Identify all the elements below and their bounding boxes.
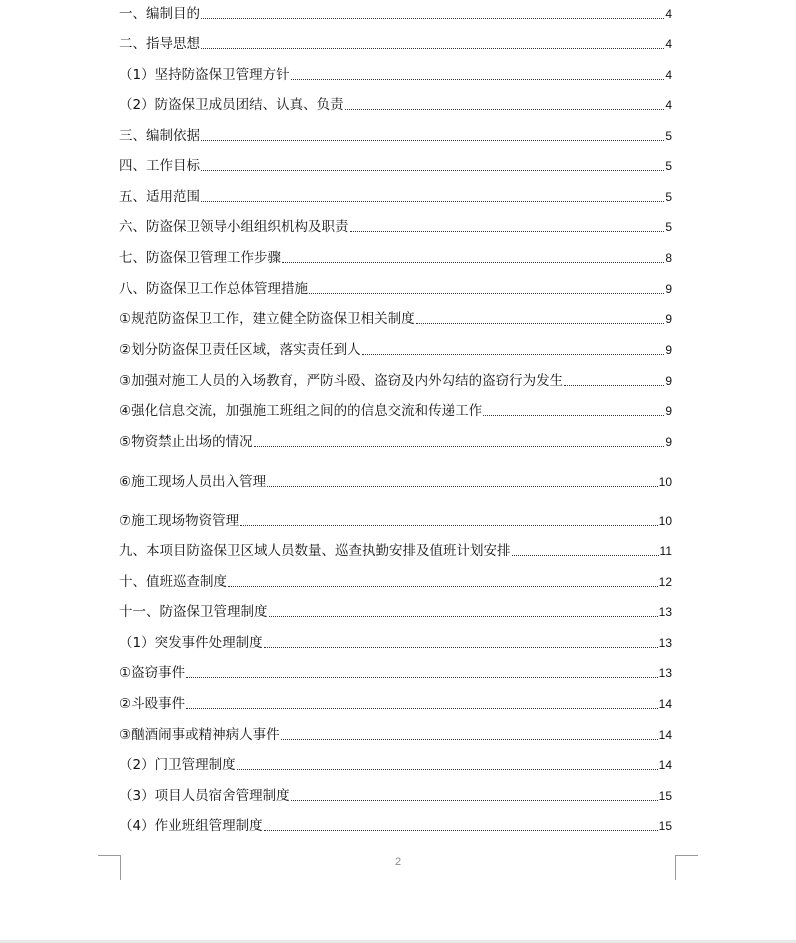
- toc-entry-page: 9: [665, 343, 672, 357]
- toc-entry-page: 10: [658, 475, 672, 489]
- toc-dot-leader: [282, 261, 664, 263]
- toc-entry[interactable]: [119, 691, 672, 713]
- toc-entry[interactable]: [119, 599, 672, 621]
- toc-entry[interactable]: [119, 569, 672, 591]
- toc-entry[interactable]: [119, 1, 672, 23]
- toc-entry[interactable]: [119, 398, 672, 420]
- toc-entry-page: 11: [659, 544, 672, 558]
- toc-dot-leader: [483, 414, 664, 416]
- toc-entry-title: ②斗殴事件: [119, 696, 186, 712]
- toc-entry[interactable]: [119, 306, 672, 328]
- toc-dot-leader: [350, 230, 665, 232]
- toc-entry-title: ⑤物资禁止出场的情况: [119, 434, 253, 450]
- toc-entry-page: 5: [665, 129, 672, 143]
- toc-dot-leader: [264, 829, 658, 831]
- toc-entry[interactable]: [119, 752, 672, 774]
- toc-dot-leader: [201, 169, 664, 171]
- toc-entry-page: 9: [665, 374, 672, 388]
- toc-dot-leader: [186, 707, 658, 709]
- toc-dot-leader: [281, 738, 658, 740]
- toc-entry[interactable]: [119, 123, 672, 145]
- toc-entry[interactable]: [119, 368, 672, 390]
- toc-entry-page: 9: [665, 312, 672, 326]
- toc-entry-title: ①规范防盗保卫工作，建立健全防盗保卫相关制度: [119, 311, 415, 327]
- toc-dot-leader: [564, 384, 664, 386]
- toc-entry[interactable]: [119, 469, 672, 491]
- toc-dot-leader: [291, 799, 658, 801]
- toc-entry-title: ⑦施工现场物资管理: [119, 513, 240, 529]
- toc-entry-page: 4: [665, 98, 672, 112]
- toc-entry-title: ③加强对施工人员的入场教育，严防斗殴、盗窃及内外勾结的盗窃行为发生: [119, 373, 564, 389]
- toc-entry-title: ④强化信息交流，加强施工班组之间的的信息交流和传递工作: [119, 403, 483, 419]
- toc-dot-leader: [228, 585, 658, 587]
- toc-dot-leader: [254, 445, 665, 447]
- toc-entry[interactable]: [119, 722, 672, 744]
- toc-entry[interactable]: [119, 276, 672, 298]
- toc-entry-title: 六、防盗保卫领导小组组织机构及职责: [119, 219, 349, 235]
- toc-entry-title: 四、工作目标: [119, 158, 200, 174]
- toc-entry-title: （2）防盗保卫成员团结、认真、负责: [119, 97, 344, 113]
- toc-entry[interactable]: [119, 813, 672, 835]
- toc-dot-leader: [237, 768, 658, 770]
- toc-entry[interactable]: [119, 245, 672, 267]
- toc-entry-page: 15: [658, 819, 672, 833]
- toc-entry-title: 三、编制依据: [119, 128, 200, 144]
- toc-entry-page: 15: [658, 789, 672, 803]
- toc-entry-page: 9: [665, 404, 672, 418]
- toc-entry-title: 八、防盗保卫工作总体管理措施: [119, 281, 308, 297]
- toc-dot-leader: [201, 17, 664, 19]
- page-margin-corner-left: [98, 855, 121, 880]
- toc-entry-title: （4）作业班组管理制度: [119, 818, 263, 834]
- toc-entry-title: （3）项目人员宿舍管理制度: [119, 788, 290, 804]
- toc-entry[interactable]: [119, 31, 672, 53]
- toc-entry[interactable]: [119, 538, 672, 560]
- toc-entry[interactable]: [119, 630, 672, 652]
- toc-entry-page: 14: [658, 728, 672, 742]
- toc-entry-page: 4: [665, 68, 672, 82]
- toc-entry[interactable]: [119, 783, 672, 805]
- toc-dot-leader: [291, 78, 665, 80]
- toc-entry[interactable]: [119, 153, 672, 175]
- toc-dot-leader: [201, 139, 664, 141]
- toc-entry-title: 二、指导思想: [119, 36, 200, 52]
- page-margin-corner-right: [675, 855, 698, 880]
- page-number: 2: [394, 856, 402, 868]
- toc-dot-leader: [267, 485, 658, 487]
- toc-entry-page: 8: [665, 251, 672, 265]
- toc-entry-title: 十、值班巡查制度: [119, 574, 227, 590]
- toc-entry-page: 13: [658, 636, 672, 650]
- toc-entry[interactable]: [119, 508, 672, 530]
- toc-entry-title: ②划分防盗保卫责任区域，落实责任到人: [119, 342, 361, 358]
- toc-entry-page: 4: [665, 7, 672, 21]
- toc-entry-page: 13: [658, 666, 672, 680]
- toc-entry-page: 5: [665, 159, 672, 173]
- toc-entry-title: ③酗酒闹事或精神病人事件: [119, 727, 280, 743]
- toc-entry-title: 九、本项目防盗保卫区域人员数量、巡查执勤安排及值班计划安排: [119, 543, 511, 559]
- toc-dot-leader: [345, 108, 665, 110]
- toc-entry-title: ①盗窃事件: [119, 665, 186, 681]
- toc-dot-leader: [201, 47, 664, 49]
- toc-entry-page: 13: [658, 605, 672, 619]
- toc-entry-title: 五、适用范围: [119, 189, 200, 205]
- toc-entry-page: 12: [658, 575, 672, 589]
- toc-entry-page: 9: [665, 282, 672, 296]
- toc-entry-title: 十一、防盗保卫管理制度: [119, 604, 268, 620]
- toc-entry-page: 5: [665, 190, 672, 204]
- toc-entry-page: 10: [658, 514, 672, 528]
- toc-entry-title: （1）坚持防盗保卫管理方针: [119, 67, 290, 83]
- toc-entry[interactable]: [119, 214, 672, 236]
- toc-entry-page: 4: [665, 37, 672, 51]
- toc-entry-page: 14: [658, 758, 672, 772]
- toc-entry-page: 5: [665, 220, 672, 234]
- toc-entry-title: 七、防盗保卫管理工作步骤: [119, 250, 281, 266]
- toc-entry[interactable]: [119, 429, 672, 451]
- toc-entry[interactable]: [119, 184, 672, 206]
- toc-entry[interactable]: [119, 337, 672, 359]
- toc-entry[interactable]: [119, 92, 672, 114]
- toc-entry[interactable]: [119, 660, 672, 682]
- toc-entry[interactable]: [119, 62, 672, 84]
- toc-dot-leader: [240, 524, 658, 526]
- toc-dot-leader: [264, 646, 658, 648]
- toc-dot-leader: [512, 554, 659, 556]
- toc-dot-leader: [416, 322, 665, 324]
- toc-dot-leader: [309, 292, 664, 294]
- toc-entry-title: （1）突发事件处理制度: [119, 635, 263, 651]
- toc-entry-page: 9: [665, 435, 672, 449]
- toc-dot-leader: [186, 676, 658, 678]
- toc-entry-page: 14: [658, 697, 672, 711]
- toc-entry-title: 一、编制目的: [119, 6, 200, 22]
- toc-entry-title: ⑥施工现场人员出入管理: [119, 474, 267, 490]
- toc-entry-title: （2）门卫管理制度: [119, 757, 236, 773]
- toc-dot-leader: [269, 615, 658, 617]
- toc-dot-leader: [362, 353, 665, 355]
- toc-dot-leader: [201, 200, 664, 202]
